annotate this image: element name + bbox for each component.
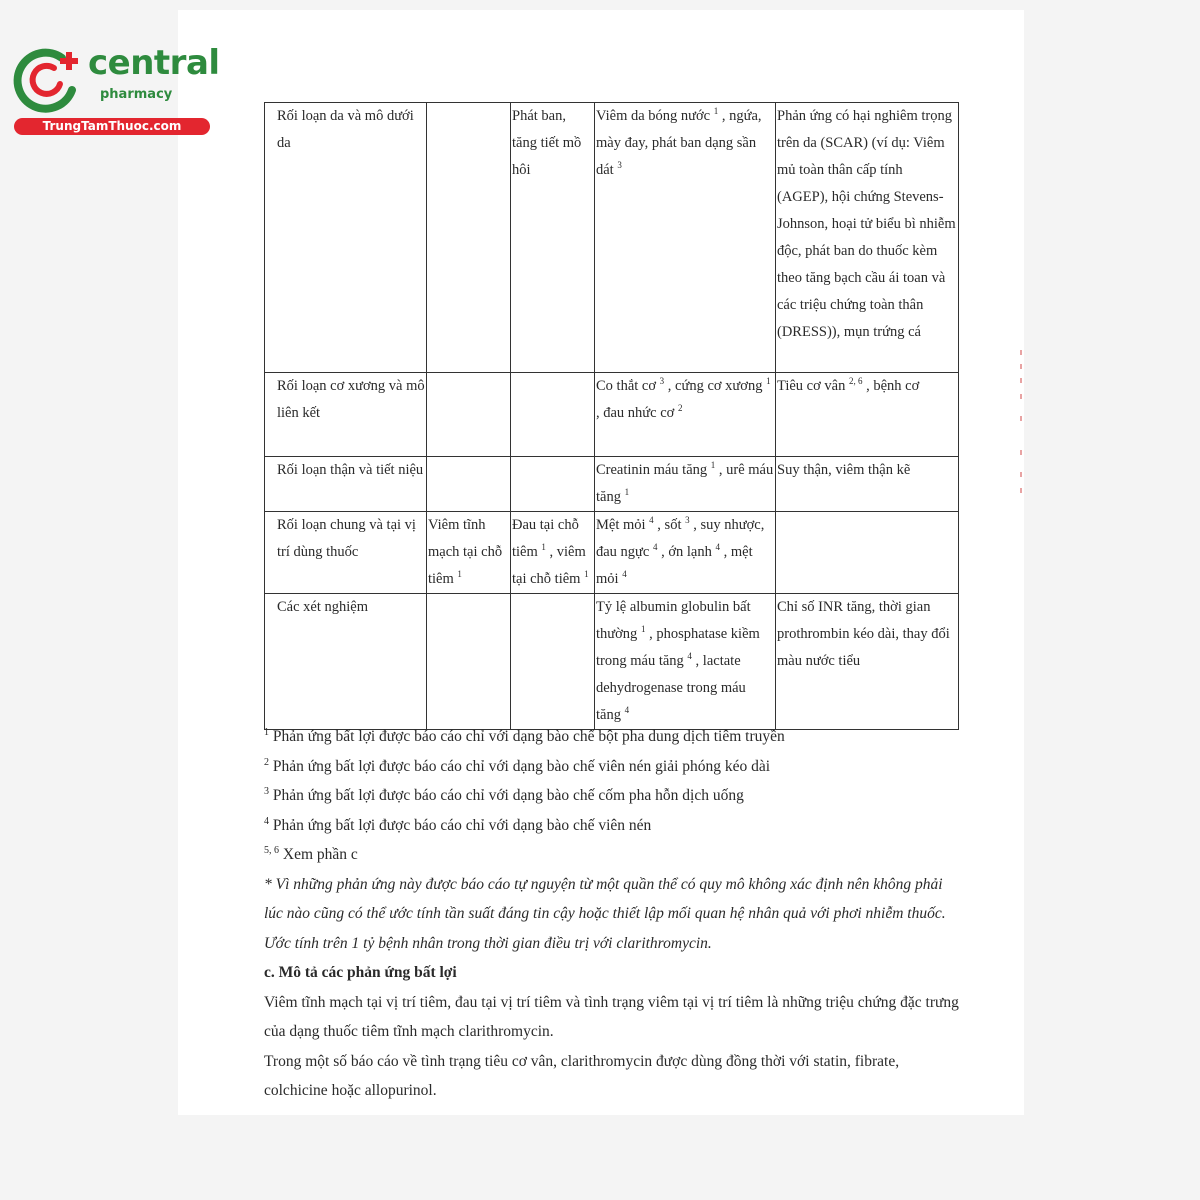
frequency-cell: Tiêu cơ vân $^{2, 6}$ , bệnh cơ	[776, 373, 959, 457]
section-c-paragraph-1: Viêm tĩnh mạch tại vị trí tiêm, đau tại vị trí tiêm và tình trạng viêm tại vị trí tiêm là những triệu chứng đặc trưng của dạng thuốc tiêm tĩnh mạch clarithromycin.	[264, 993, 959, 1040]
table-row	[265, 512, 959, 594]
footnote	[264, 840, 964, 870]
logo-subtitle: pharmacy	[100, 87, 173, 102]
footnote	[264, 722, 964, 752]
table-row	[265, 594, 959, 730]
frequency-cell: Đau tại chỗ tiêm $^1$ , viêm tại chỗ tiêm $^1$	[511, 512, 595, 594]
adverse-reactions-table	[264, 102, 959, 730]
scan-edge-marks	[1018, 350, 1024, 500]
footnote-mark: 1	[264, 726, 269, 738]
frequency-cell: Creatinin máu tăng $^1$ , urê máu tăng $^1$	[595, 457, 776, 512]
frequency-cell	[427, 373, 511, 457]
frequency-cell: Suy thận, viêm thận kẽ	[776, 457, 959, 512]
footnote-mark: 5, 6	[264, 844, 279, 856]
frequency-cell	[776, 512, 959, 594]
footnote	[264, 811, 964, 841]
footnote-text: Phản ứng bất lợi được báo cáo chỉ với dạng bào chế cốm pha hỗn dịch uống	[269, 787, 744, 804]
logo-site-badge[interactable]: TrungTamThuoc.com	[14, 118, 210, 135]
frequency-note: * Vì những phản ứng này được báo cáo tự nguyện từ một quần thể có quy mô không xác định nên không phải lúc nào cũng có thể ước tính tần suất đáng tin cậy hoặc thiết lập mối quan hệ nhân quả với phơi nhiễm thuốc. Ước tính trên 1 tỷ bệnh nhân trong thời gian điều trị với clarithromycin.	[264, 875, 946, 952]
frequency-cell	[427, 594, 511, 730]
frequency-cell	[511, 594, 595, 730]
frequency-cell: Chỉ số INR tăng, thời gian prothrombin kéo dài, thay đổi màu nước tiểu	[776, 594, 959, 730]
frequency-cell: Viêm tĩnh mạch tại chỗ tiêm $^1$	[427, 512, 511, 594]
frequency-cell	[511, 373, 595, 457]
table-row	[265, 457, 959, 512]
section-c-heading: c. Mô tả các phản ứng bất lợi	[264, 964, 457, 981]
footnote-mark: 4	[264, 815, 269, 827]
footnotes-section	[264, 722, 964, 1106]
footnote-text: Phản ứng bất lợi được báo cáo chỉ với dạng bào chế viên nén giải phóng kéo dài	[269, 757, 771, 775]
organ-class-cell: Rối loạn cơ xương và mô liên kết	[265, 373, 427, 457]
frequency-cell: Tỷ lệ albumin globulin bất thường $^1$ , phosphatase kiềm trong máu tăng $^4$ , lactate dehydrogenase trong máu tăng $^4$	[595, 594, 776, 730]
organ-class-cell: Rối loạn da và mô dưới da	[265, 103, 427, 373]
frequency-cell: Viêm da bóng nước $^1$ , ngứa, mày đay, phát ban dạng sần dát $^3$	[595, 103, 776, 373]
footnote-text: Xem phần c	[279, 846, 358, 863]
footnote-text: Phản ứng bất lợi được báo cáo chỉ với dạng bào chế viên nén	[269, 816, 652, 834]
organ-class-cell: Rối loạn thận và tiết niệu	[265, 457, 427, 512]
frequency-cell	[427, 103, 511, 373]
footnote-text: Phản ứng bất lợi được báo cáo chỉ với dạng bào chế bột pha dung dịch tiêm truyền	[269, 728, 785, 745]
pharmacy-cross-icon	[10, 38, 90, 118]
central-pharmacy-logo[interactable]	[10, 38, 220, 138]
table-row	[265, 373, 959, 457]
frequency-cell	[427, 457, 511, 512]
logo-brand: central	[88, 43, 220, 83]
frequency-cell: Co thắt cơ $^3$ , cứng cơ xương $^1$ , đau nhức cơ $^2$	[595, 373, 776, 457]
section-c-paragraph-2: Trong một số báo cáo về tình trạng tiêu cơ vân, clarithromycin được dùng đồng thời với statin, fibrate, colchicine hoặc allopurinol.	[264, 1052, 900, 1099]
frequency-cell: Phản ứng có hại nghiêm trọng trên da (SCAR) (ví dụ: Viêm mủ toàn thân cấp tính (AGEP), hội chứng Stevens-Johnson, hoại tử biểu bì nhiễm độc, phát ban do thuốc kèm theo tăng bạch cầu ái toan và các triệu chứng toàn thân (DRESS)), mụn trứng cá	[776, 103, 959, 373]
organ-class-cell: Rối loạn chung và tại vị trí dùng thuốc	[265, 512, 427, 594]
frequency-cell: Phát ban, tăng tiết mồ hôi	[511, 103, 595, 373]
footnote-mark: 3	[264, 785, 269, 797]
organ-class-cell: Các xét nghiệm	[265, 594, 427, 730]
table-row	[265, 103, 959, 373]
footnote	[264, 781, 964, 811]
footnote	[264, 752, 964, 782]
frequency-cell: Mệt mỏi $^4$ , sốt $^3$ , suy nhược, đau ngực $^4$ , ớn lạnh $^4$ , mệt mỏi $^4$	[595, 512, 776, 594]
footnote-mark: 2	[264, 756, 269, 768]
frequency-cell	[511, 457, 595, 512]
